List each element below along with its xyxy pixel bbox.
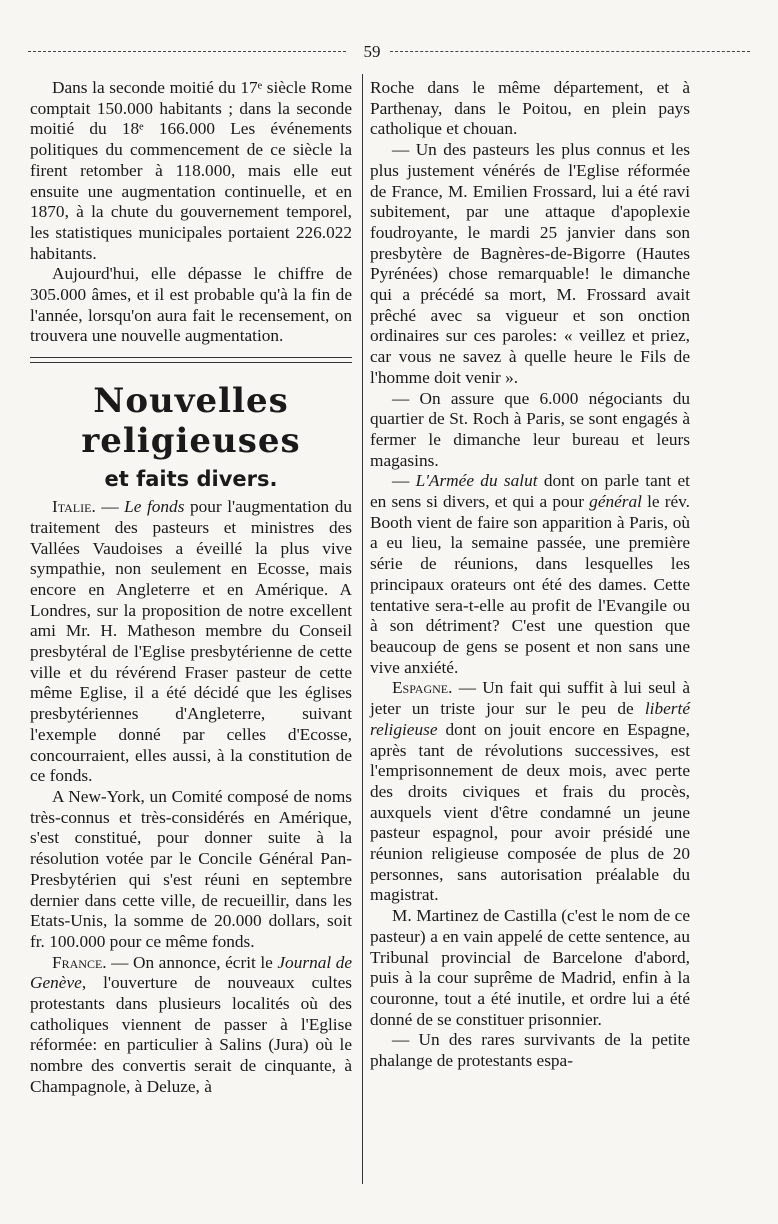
header-ornament-right: [390, 51, 750, 54]
rome-paragraph: Dans la seconde moitié du 17ᵉ siècle Rome comptait 150.000 habitants ; dans la seconde moitié du 18ᵉ 166.000 Les événements politiques du commencement de ce siècle la firent retomber à 118.000, mais elle eut ensuite une augmentation continuelle, et en 1870, à la chute du gouvernement temporel, les statistiques municipales portaient 226.022 habitants.: [30, 78, 352, 263]
frossard-paragraph: — Un des pasteurs les plus connus et les plus justement vénérés de l'Eglise réformée de France, M. Emilien Frossard, lui a été ravi subitement, par une attaque d'apoplexie foudroyante, le mardi 25 janvier dans son presbytère de Bagnères-de-Bigorre (Hautes Pyrénées) chose remarquable! le dimanche qui a précédé sa mort, M. Frossard avait prêché avec sa vigueur et son onction ordinaires sur ces paroles: « veillez et priez, car vous ne savez à quelle heure le Fils de l'homme doit venir ».: [370, 140, 690, 387]
column-divider: [362, 74, 363, 1184]
rome-paragraph-2: Aujourd'hui, elle dépasse le chiffre de 305.000 âmes, et il est probable qu'à la fin de l'année, lorsqu'on aura fait le recensement, on trouvera une nouvelle augmentation.: [30, 264, 352, 346]
martinez-paragraph: M. Martinez de Castilla (c'est le nom de ce pasteur) a en vain appelé de cette sentence, au Tribunal provincial de Barcelone d'abord, puis à la cour suprême de Madrid, enfin à la couronne, tout a été inutile, et ordre lui a été donné de se constituer prisonnier.: [370, 906, 690, 1029]
section-rule: [30, 357, 352, 363]
france-italic: Journal de Genève: [30, 952, 353, 993]
italie-paragraph: [30, 497, 352, 787]
espagne-text-a: — Un fait qui suffit à lui seul à jeter un triste jour sur le peu de: [370, 678, 690, 719]
armee-du-salut-paragraph: [370, 471, 690, 678]
section-subtitle: et faits divers.: [104, 467, 278, 492]
roche-paragraph: Roche dans le même département, et à Parthenay, dans le Poitou, en plein pays catholique et chouan.: [370, 78, 690, 139]
italie-text: pour l'augmentation du traitement des pasteurs et ministres des Vallées Vaudoises a éveillé la plus vive sympathie, non seulement en Ecosse, mais encore en Angleterre et en Amérique. A Londres, sur la proposition de notre excellent ami Mr. H. Matheson membre du Conseil presbytéral de l'Eglise presbytérienne de cette ville et du révérend Fraser pasteur de cette même Eglise, il a été décidé que les églises presbytériennes d'Angleterre, suivant l'exemple donné par celles d'Ecosse, concourraient, elles aussi, à la constitution de ce fonds.: [30, 497, 352, 786]
italie-italic: Le fonds: [124, 497, 185, 517]
france-text-b: , l'ouverture de nouveaux cultes protestants dans plusieurs localités où des catholiques viennent de passer à l'Eglise réformée: en particulier à Salins (Jura) où le nombre des convertis serait de cinquante, à Champagnole, à Deluze, à: [30, 973, 352, 1096]
armee-text-a: —: [392, 471, 416, 491]
italie-dash: —: [95, 497, 125, 517]
italie-label: Italie.: [52, 497, 96, 517]
header-ornament-left: [28, 51, 346, 54]
france-text-a: — On annonce, écrit le: [106, 952, 278, 972]
survivants-paragraph: — Un des rares survivants de la petite phalange de protestants espa-: [370, 1030, 690, 1071]
armee-italic-general: général: [589, 492, 642, 512]
france-paragraph: [30, 953, 352, 1098]
espagne-text-b: dont on jouit encore en Espagne, après tant de révolutions successives, est l'emprisonnement de deux mois, avec perte des droits civiques et frais du procès, auxquels vient d'être condamné un jeune pasteur espagnol, pour avoir présidé une réunion religieuse composée de plus de 20 personnes, sans autorisation préalable du magistrat.: [370, 719, 690, 905]
page-header: [28, 42, 750, 62]
armee-text-c: le rév. Booth vient de faire son apparition à Paris, où a eu lieu, la semaine passée, une première série de réunions, dans lesquelles les principaux orateurs ont été des dames. Cette tentative sera-t-elle au profit de l'Evangile ou à son détriment? C'est une question que beaucoup de gens se posent et non sans une vive anxiété.: [370, 492, 690, 677]
section-title: Nouvelles religieuses: [81, 381, 301, 462]
france-label: France.: [52, 952, 107, 972]
espagne-label: Espagne.: [392, 678, 453, 698]
left-column: [30, 78, 352, 1098]
espagne-paragraph: [370, 678, 690, 906]
armee-italic: L'Armée du salut: [415, 471, 538, 491]
espagne-italic: liberté religieuse: [370, 699, 690, 739]
st-roch-paragraph: — On assure que 6.000 négociants du quartier de St. Roch à Paris, se sont engagés à fermer le dimanche leur bureau et leurs magasins.: [370, 388, 690, 470]
right-column: [370, 78, 690, 1072]
page-number: 59: [363, 42, 381, 61]
newyork-paragraph: A New-York, un Comité composé de noms très-connus et très-considérés en Amérique, s'est constitué, pour donner suite à la résolution votée par le Concile Général Pan-Presbytérien qui s'est réuni en septembre dernier dans cette ville, de recueillir, dans les Etats-Unis, la somme de 20.000 dollars, soit fr. 100.000 pour ce même fonds.: [30, 786, 352, 951]
armee-text-b: dont on parle tant et en sens si divers, et qui a pour: [370, 471, 690, 512]
